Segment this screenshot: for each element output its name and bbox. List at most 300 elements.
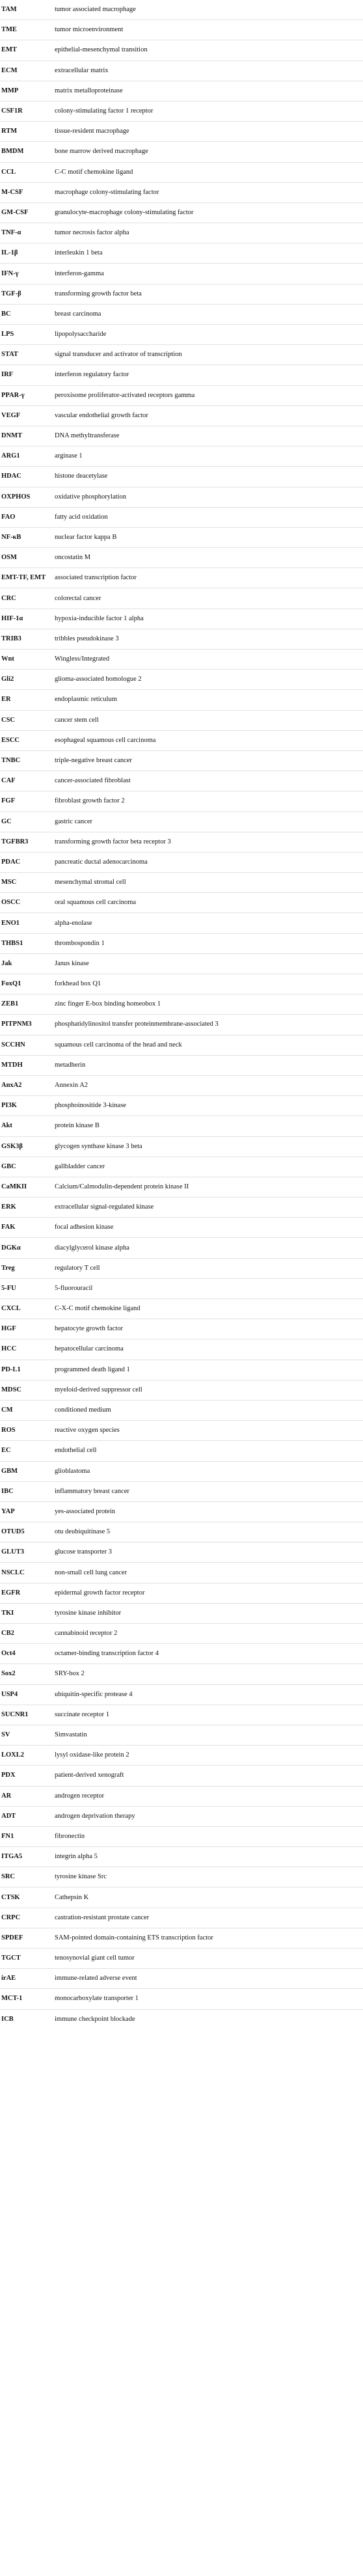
abbreviation-term: ENO1 [0,913,53,933]
abbreviation-definition: glucose transporter 3 [53,1542,363,1563]
abbreviation-definition: SAM-pointed domain-containing ETS transcription factor [53,1928,363,1948]
abbreviation-definition: interferon regulatory factor [53,365,363,385]
table-row [0,1664,363,1684]
abbreviation-term: OSCC [0,893,53,913]
abbreviation-term: GC [0,812,53,832]
abbreviation-term: TRIB3 [0,629,53,649]
table-row [0,1055,363,1075]
abbreviation-definition: endothelial cell [53,1441,363,1461]
table-row [0,1035,363,1055]
table-row [0,1421,363,1441]
table-row [0,568,363,588]
abbreviation-term: USP4 [0,1684,53,1705]
abbreviation-definition: gallbladder cancer [53,1157,363,1177]
abbreviation-term: IL-1β [0,243,53,264]
table-row [0,1116,363,1136]
abbreviation-definition: Janus kinase [53,953,363,974]
abbreviation-term: OXPHOS [0,487,53,507]
table-row [0,710,363,730]
table-row [0,142,363,162]
abbreviation-term: FN1 [0,1826,53,1846]
abbreviation-term: ER [0,690,53,710]
table-row [0,1684,363,1705]
abbreviation-definition: transforming growth factor beta receptor 3 [53,832,363,852]
abbreviation-definition: fibroblast growth factor 2 [53,791,363,812]
table-row [0,1705,363,1725]
abbreviation-definition: histone deacetylase [53,467,363,487]
abbreviation-term: GM-CSF [0,202,53,223]
abbreviation-term: Wnt [0,650,53,670]
abbreviation-definition: zinc finger E-box binding homeobox 1 [53,994,363,1015]
abbreviation-term: GBC [0,1157,53,1177]
abbreviation-definition: tissue-resident macrophage [53,122,363,142]
abbreviation-term: IBC [0,1481,53,1501]
abbreviation-term: ICB [0,2009,53,2029]
table-row [0,1542,363,1563]
table-row [0,61,363,81]
abbreviation-term: STAT [0,345,53,365]
abbreviation-term: TAM [1,6,17,14]
abbreviation-definition: androgen deprivation therapy [53,1806,363,1826]
abbreviation-definition: triple-negative breast cancer [53,750,363,771]
abbreviation-term: PITPNM3 [0,1015,53,1035]
table-row [0,629,363,649]
abbreviation-term: FAO [0,507,53,527]
abbreviation-definition: conditioned medium [53,1400,363,1420]
table-row [0,223,363,243]
abbreviation-definition: regulatory T cell [53,1258,363,1278]
abbreviation-definition: metadherin [53,1055,363,1075]
table-row [0,650,363,670]
table-row [0,487,363,507]
table-row [0,1218,363,1238]
abbreviation-definition: epithelial-mesenchymal transition [53,40,363,61]
abbreviation-term: TGFBR3 [0,832,53,852]
abbreviation-term: EMT [0,40,53,61]
abbreviation-term: MMP [0,81,53,101]
abbreviation-term: SV [0,1725,53,1745]
abbreviation-definition: Simvastatin [53,1725,363,1745]
abbreviation-definition: forkhead box Q1 [53,974,363,994]
abbreviation-term: AnxA2 [0,1075,53,1095]
abbreviation-definition: signal transducer and activator of transcription [53,345,363,365]
abbreviation-definition: programmed death ligand 1 [53,1360,363,1380]
table-row [0,1157,363,1177]
table-row [0,1603,363,1623]
abbreviation-term: AR [0,1786,53,1806]
abbreviation-definition: hepatocyte growth factor [53,1319,363,1339]
abbreviation-term: Jak [0,953,53,974]
abbreviation-definition: diacylglycerol kinase alpha [53,1238,363,1258]
table-row [0,1096,363,1116]
table-row [0,1969,363,1989]
abbreviation-definition: immune-related adverse event [53,1969,363,1989]
abbreviation-definition: immune checkpoint blockade [53,2009,363,2029]
table-row [0,1136,363,1157]
abbreviation-definition: 5-fluorouracil [53,1278,363,1298]
abbreviation-definition: inflammatory breast cancer [53,1481,363,1501]
abbreviation-term: FGF [0,791,53,812]
abbreviation-definition: peroxisome proliferator-activated receptors gamma [53,385,363,405]
table-row [0,974,363,994]
abbreviation-definition: oxidative phosphorylation [53,487,363,507]
abbreviation-term: DGKα [0,1238,53,1258]
abbreviation-definition: protein kinase B [53,1116,363,1136]
table-row [0,588,363,609]
abbreviation-term: HCC [0,1339,53,1360]
abbreviation-term: EMT-TF, EMT [0,568,53,588]
abbreviation-term: irAE [0,1969,53,1989]
table-row [0,446,363,467]
table-row [0,365,363,385]
abbreviation-term: ADT [0,1806,53,1826]
abbreviation-term: OTUD5 [0,1522,53,1542]
abbreviation-definition: squamous cell carcinoma of the head and neck [53,1035,363,1055]
table-row [0,1806,363,1826]
table-row [0,548,363,568]
table-row [0,1015,363,1035]
abbreviation-term: ESCC [0,730,53,750]
abbreviation-term: MSC [0,873,53,893]
abbreviation-definition: phosphoinositide 3-kinase [53,1096,363,1116]
abbreviation-term: TNBC [0,750,53,771]
abbreviation-term: GLUT3 [0,1542,53,1563]
abbreviation-definition: lysyl oxidase-like protein 2 [53,1746,363,1766]
table-row [0,1380,363,1400]
abbreviation-definition: arginase 1 [53,446,363,467]
abbreviation-definition: tumor associated macrophage [55,6,136,14]
abbreviation-term: FAK [0,1218,53,1238]
abbreviation-definition: yes-associated protein [53,1501,363,1522]
table-row [0,1400,363,1420]
table-row [0,832,363,852]
abbreviation-definition: gastric cancer [53,812,363,832]
table-row [0,325,363,345]
table-row [0,81,363,101]
abbreviation-definition: DNA methyltransferase [53,426,363,446]
table-row [0,1238,363,1258]
table-row [0,162,363,182]
abbreviation-definition: macrophage colony-stimulating factor [53,182,363,202]
abbreviation-definition: glycogen synthase kinase 3 beta [53,1136,363,1157]
table-row [0,1319,363,1339]
table-row [0,385,363,405]
abbreviation-term: CB2 [0,1624,53,1644]
abbreviation-term: SPDEF [0,1928,53,1948]
abbreviation-term: MCT-1 [0,1989,53,2009]
abbreviation-term: CSF1R [0,101,53,121]
abbreviation-definition: breast carcinoma [53,304,363,324]
abbreviation-definition: cancer-associated fibroblast [53,771,363,791]
abbreviation-definition: interferon-gamma [53,264,363,284]
table-row [0,0,363,20]
abbreviation-term: Sox2 [0,1664,53,1684]
abbreviation-definition: fatty acid oxidation [53,507,363,527]
abbreviation-definition: hypoxia-inducible factor 1 alpha [53,609,363,629]
table-row [0,40,363,61]
table-row [0,771,363,791]
abbreviation-term: NSCLC [0,1563,53,1583]
table-row [0,182,363,202]
table-row [0,730,363,750]
abbreviation-term: CRPC [0,1908,53,1928]
table-row [0,812,363,832]
abbreviation-definition: glioblastoma [53,1461,363,1481]
table-row [0,1461,363,1481]
abbreviation-term: ERK [0,1198,53,1218]
abbreviation-term: EGFR [0,1583,53,1603]
abbreviation-term: HIF-1α [0,609,53,629]
abbreviation-definition: non-small cell lung cancer [53,1563,363,1583]
table-row [0,202,363,223]
abbreviation-term: DNMT [0,426,53,446]
table-row [0,1501,363,1522]
table-row [0,750,363,771]
abbreviation-definition: matrix metalloproteinase [53,81,363,101]
abbreviation-definition: granulocyte-macrophage colony-stimulating factor [53,202,363,223]
table-row [0,2009,363,2029]
table-row [0,791,363,812]
abbreviation-term: PDAC [0,852,53,872]
abbreviation-term: SUCNR1 [0,1705,53,1725]
table-row [0,690,363,710]
abbreviation-term: SRC [0,1867,53,1887]
abbreviation-term: CSC [0,710,53,730]
abbreviation-definition: lipopolysaccharide [53,325,363,345]
abbreviation-term: ROS [0,1421,53,1441]
abbreviation-term: THBS1 [0,933,53,953]
abbreviation-term: CAF [0,771,53,791]
abbreviation-term: MTDH [0,1055,53,1075]
abbreviation-term: CCL [0,162,53,182]
abbreviation-definition: cannabinoid receptor 2 [53,1624,363,1644]
abbreviation-definition: thrombospondin 1 [53,933,363,953]
abbreviation-term: GSK3β [0,1136,53,1157]
abbreviation-definition: mesenchymal stromal cell [53,873,363,893]
table-row [0,1644,363,1664]
abbreviation-term: OSM [0,548,53,568]
abbreviation-term: TME [0,20,53,40]
abbreviation-definition: androgen receptor [53,1786,363,1806]
abbreviation-term: 5-FU [0,1278,53,1298]
abbreviation-definition: hepatocellular carcinoma [53,1339,363,1360]
abbreviation-definition: Wingless/Integrated [53,650,363,670]
abbreviation-definition: nuclear factor kappa B [53,527,363,547]
abbreviation-term: HGF [0,1319,53,1339]
table-row [0,933,363,953]
abbreviation-term: PD-L1 [0,1360,53,1380]
abbreviation-definition: SRY-box 2 [53,1664,363,1684]
abbreviation-term: YAP [0,1501,53,1522]
abbreviation-definition: castration-resistant prostate cancer [53,1908,363,1928]
table-row [0,345,363,365]
table-row [0,1928,363,1948]
abbreviation-term: Gli2 [0,670,53,690]
abbreviation-definition: reactive oxygen species [53,1421,363,1441]
abbreviation-definition: vascular endothelial growth factor [53,405,363,426]
abbreviation-definition: colony-stimulating factor 1 receptor [53,101,363,121]
abbreviation-term: CTSK [0,1887,53,1908]
abbreviation-term: ITGA5 [0,1847,53,1867]
abbreviation-term: GBM [0,1461,53,1481]
abbreviation-term: Treg [0,1258,53,1278]
table-row [0,1339,363,1360]
table-row [0,1278,363,1298]
abbreviation-term: SCCHN [0,1035,53,1055]
abbreviation-definition: colorectal cancer [53,588,363,609]
abbreviation-definition: epidermal growth factor receptor [53,1583,363,1603]
abbreviation-definition: oral squamous cell carcinoma [53,893,363,913]
table-row [0,1766,363,1786]
table-row [0,284,363,304]
abbreviation-definition: ubiquitin-specific protease 4 [53,1684,363,1705]
abbreviation-definition: Annexin A2 [53,1075,363,1095]
abbreviation-definition: tribbles pseudokinase 3 [53,629,363,649]
table-row [0,1075,363,1095]
table-row [0,1198,363,1218]
abbreviation-definition: tyrosine kinase inhibitor [53,1603,363,1623]
abbreviation-term: Akt [0,1116,53,1136]
table-row [0,1441,363,1461]
table-row [0,1786,363,1806]
table-row [0,1522,363,1542]
abbreviation-term: TGF-β [0,284,53,304]
abbreviation-definition: cancer stem cell [53,710,363,730]
abbreviation-term: CXCL [0,1299,53,1319]
table-row [0,1583,363,1603]
table-row [0,1746,363,1766]
table-row [0,1826,363,1846]
abbreviation-term: LPS [0,325,53,345]
abbreviation-definition: fibronectin [53,1826,363,1846]
table-row [0,1725,363,1745]
table-row [0,852,363,872]
abbreviation-term: PDX [0,1766,53,1786]
abbreviation-term: LOXL2 [0,1746,53,1766]
abbreviation-definition: Cathepsin K [53,1887,363,1908]
abbreviation-definition: tyrosine kinase Src [53,1867,363,1887]
abbreviation-term: BC [0,304,53,324]
abbreviation-term: ECM [0,61,53,81]
abbreviation-definition: otu deubiquitinase 5 [53,1522,363,1542]
abbreviation-term: CaMKII [0,1177,53,1197]
table-row [0,1360,363,1380]
abbreviation-term: VEGF [0,405,53,426]
abbreviation-term: HDAC [0,467,53,487]
abbreviation-definition: alpha-enolase [53,913,363,933]
abbreviation-definition: myeloid-derived suppressor cell [53,1380,363,1400]
abbreviation-definition: tumor microenvironment [53,20,363,40]
table-row [0,1481,363,1501]
abbreviation-term: PI3K [0,1096,53,1116]
table-row [0,1624,363,1644]
abbreviation-definition: patient-derived xenograft [53,1766,363,1786]
abbreviation-term: PPAR-γ [0,385,53,405]
table-row [0,1949,363,1969]
table-row [0,264,363,284]
abbreviation-definition: endoplasmic reticulum [53,690,363,710]
abbreviation-term: BMDM [0,142,53,162]
abbreviation-term: EC [0,1441,53,1461]
table-row [0,609,363,629]
abbreviation-definition: Calcium/Calmodulin-dependent protein kinase II [53,1177,363,1197]
abbreviation-definition: glioma-associated homologue 2 [53,670,363,690]
table-row [0,994,363,1015]
table-row [0,1908,363,1928]
abbreviation-definition: transforming growth factor beta [53,284,363,304]
abbreviation-definition: extracellular signal-regulated kinase [53,1198,363,1218]
abbreviation-definition: C-X-C motif chemokine ligand [53,1299,363,1319]
abbreviation-definition: monocarboxylate transporter 1 [53,1989,363,2009]
abbreviation-term: ARG1 [0,446,53,467]
abbreviation-definition: tenosynovial giant cell tumor [53,1949,363,1969]
abbreviation-definition: associated transcription factor [53,568,363,588]
abbreviation-term: TNF-α [0,223,53,243]
table-row [0,1177,363,1197]
abbreviation-term: NF-κB [0,527,53,547]
abbreviation-term: CM [0,1400,53,1420]
abbreviation-term: CRC [0,588,53,609]
table-row [0,467,363,487]
abbreviation-term: IFN-γ [0,264,53,284]
table-row [0,304,363,324]
table-row [0,1563,363,1583]
table-row [0,507,363,527]
abbreviation-term: TKI [0,1603,53,1623]
table-row [0,122,363,142]
abbreviation-term: ZEB1 [0,994,53,1015]
table-row [0,913,363,933]
abbreviation-definition: succinate receptor 1 [53,1705,363,1725]
abbreviation-term: Oct4 [0,1644,53,1664]
table-row [0,953,363,974]
table-row [0,1989,363,2009]
abbreviation-definition: octamer-binding transcription factor 4 [53,1644,363,1664]
abbreviation-definition: esophageal squamous cell carcinoma [53,730,363,750]
abbreviation-definition: interleukin 1 beta [53,243,363,264]
abbreviation-definition: oncostatin M [53,548,363,568]
abbreviation-definition: bone marrow derived macrophage [53,142,363,162]
table-row [0,527,363,547]
table-row [0,405,363,426]
table-row [0,1258,363,1278]
abbreviation-term: FoxQ1 [0,974,53,994]
table-row [0,670,363,690]
abbreviation-definition: tumor necrosis factor alpha [53,223,363,243]
abbreviation-definition: phosphatidylinositol transfer proteinmembrane-associated 3 [53,1015,363,1035]
abbreviation-term: MDSC [0,1380,53,1400]
table-row [0,243,363,264]
abbreviation-definition: focal adhesion kinase [53,1218,363,1238]
abbreviation-term: TGCT [0,1949,53,1969]
abbreviation-term: IRF [0,365,53,385]
table-row [0,1887,363,1908]
table-row [0,20,363,40]
table-row [0,101,363,121]
abbreviation-term: RTM [0,122,53,142]
table-row [0,1867,363,1887]
table-row [0,893,363,913]
table-row [0,873,363,893]
abbreviation-definition: C-C motif chemokine ligand [53,162,363,182]
abbreviation-term: M-CSF [0,182,53,202]
table-row [0,1847,363,1867]
table-row [0,1299,363,1319]
abbreviation-definition: integrin alpha 5 [53,1847,363,1867]
abbreviation-definition: pancreatic ductal adenocarcinoma [53,852,363,872]
abbreviation-definition: extracellular matrix [53,61,363,81]
table-row [0,426,363,446]
